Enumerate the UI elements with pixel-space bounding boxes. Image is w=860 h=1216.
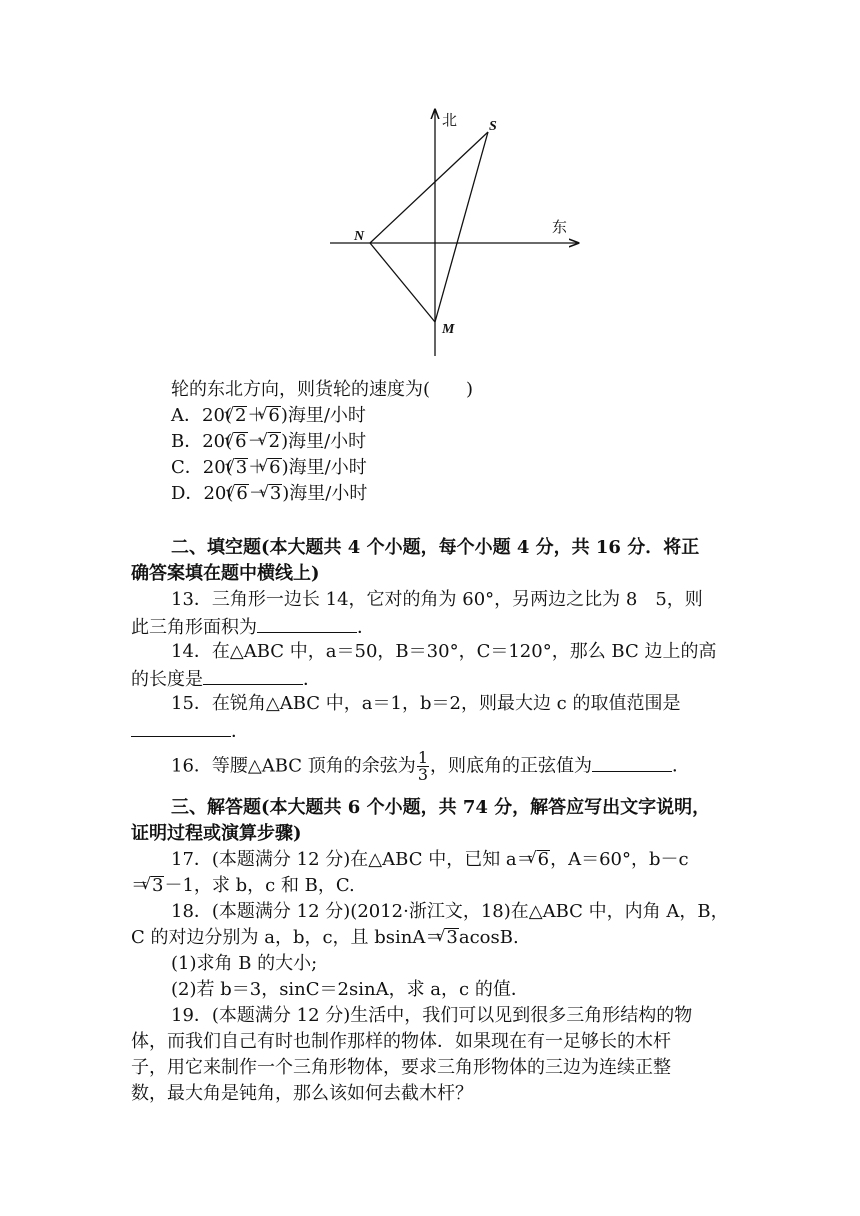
segment-ns xyxy=(370,132,488,243)
section3-title-cont: 证明过程或演算步骤) xyxy=(131,823,302,844)
segment-nm xyxy=(370,243,435,322)
q12-option-a: A．20(√ 2＋√ 6)海里/小时 xyxy=(171,404,366,428)
q13-line2: 此三角形面积为 ． xyxy=(131,614,375,640)
north-label: 北 xyxy=(442,113,458,129)
q14-answer-blank[interactable] xyxy=(203,666,303,685)
q12-option-c: C．20(√ 3＋√ 6)海里/小时 xyxy=(171,456,367,480)
q13-line1: 13．三角形一边长 14，它对的角为 60°，另两边之比为 8 5，则 xyxy=(171,589,703,610)
q19-line3: 子，用它来制作一个三角形物体，要求三角形物体的三边为连续正整 xyxy=(131,1057,671,1078)
q13-answer-blank[interactable] xyxy=(257,614,357,633)
q15-line2: ． xyxy=(131,718,249,744)
q18-part1: (1)求角 B 的大小; xyxy=(171,953,318,974)
q17-line1: 17．(本题满分 12 分)在△ABC 中，已知 a＝√ 6，A＝60°，b－c xyxy=(171,848,689,872)
q19-line2: 体，而我们自己有时也制作那样的物体．如果现在有一足够长的木杆 xyxy=(131,1031,671,1052)
q15-answer-blank[interactable] xyxy=(131,718,231,737)
q12-stem: 轮的东北方向，则货轮的速度为( ) xyxy=(171,379,474,400)
q17-line2: ＝√ 3－1，求 b，c 和 B，C. xyxy=(131,874,355,898)
navigation-diagram xyxy=(320,104,590,366)
q16-line: 16．等腰△ABC 顶角的余弦为 $\frac{1}{3}$ ，则底角的正弦值为 ． xyxy=(171,748,690,784)
q14-line2: 的长度是 ． xyxy=(131,666,321,692)
q16-answer-blank[interactable] xyxy=(592,753,672,772)
point-m-label: M xyxy=(442,322,455,337)
q18-line2: C 的对边分别为 a，b，c，且 bsinA＝√ 3acosB. xyxy=(131,926,519,950)
q18-part2: (2)若 b＝3，sinC＝2sinA，求 a，c 的值． xyxy=(171,979,529,1000)
section2-title: 二、填空题(本大题共 4 个小题，每个小题 4 分，共 16 分．将正 xyxy=(171,537,700,558)
point-s-label: S xyxy=(489,119,497,134)
east-label: 东 xyxy=(552,220,568,236)
point-n-label: N xyxy=(354,229,365,244)
q12-option-b: B．20(√ 6－√ 2)海里/小时 xyxy=(171,430,366,454)
q14-line1: 14．在△ABC 中，a＝50，B＝30°，C＝120°，那么 BC 边上的高 xyxy=(171,641,717,662)
q19-line4: 数，最大角是钝角，那么该如何去截木杆？ xyxy=(131,1083,473,1104)
section2-title-cont: 确答案填在题中横线上) xyxy=(131,563,320,584)
q12-option-d: D．20(√ 6－√ 3)海里/小时 xyxy=(171,482,367,506)
q19-line1: 19．(本题满分 12 分)生活中，我们可以见到很多三角形结构的物 xyxy=(171,1005,693,1026)
q15-line1: 15．在锐角△ABC 中，a＝1，b＝2，则最大边 c 的取值范围是 xyxy=(171,693,681,714)
segment-sm xyxy=(435,132,488,322)
section3-title: 三、解答题(本大题共 6 个小题，共 74 分，解答应写出文字说明， xyxy=(171,797,711,818)
q18-line1: 18．(本题满分 12 分)(2012·浙江文，18)在△ABC 中，内角 A，B， xyxy=(171,901,729,922)
q16-fraction: $\frac{1}{3}$ xyxy=(417,748,428,784)
